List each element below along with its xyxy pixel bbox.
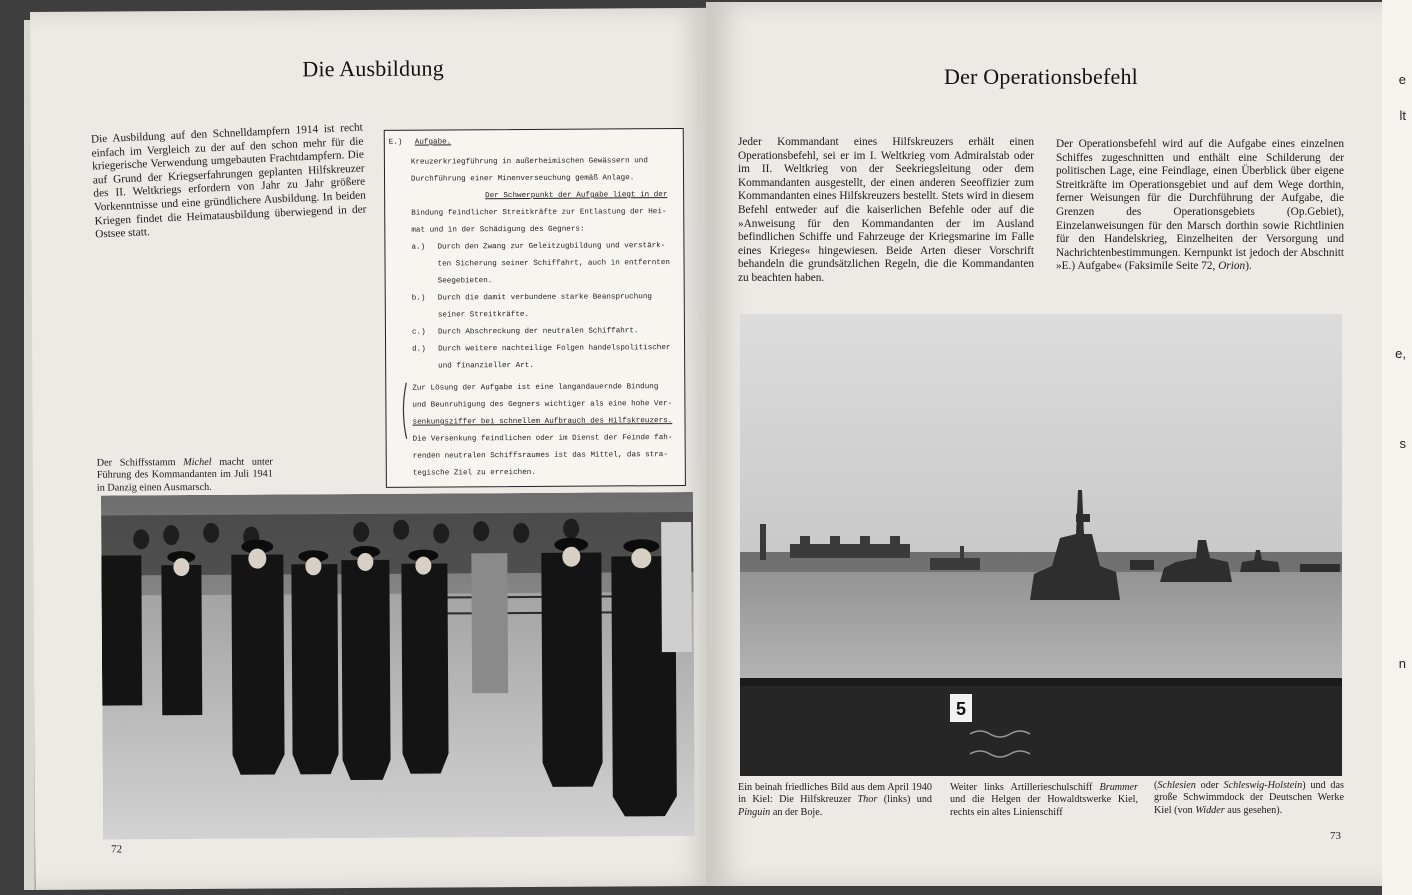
caption-text: ) und das große Schwimmdock der Deutschen Werke Kiel (von	[1154, 780, 1344, 816]
column2-text: ).	[1245, 260, 1252, 273]
right-page	[706, 2, 1388, 886]
left-body-text: Die Ausbildung auf den Schnelldampfern 1914 ist recht einfach im Vergleich zu der auf den schon mehr für die kriegerische Verwendung umgebauten Frachtdampfern. Die auf Grund der Kriegserfahrungen geplanten Hilfskreuzer des II. Weltkriegs erfordern von Jahr zu Jahr größere Vorkenntnisse und eine gründlichere Ausbildung. In beiden Kriegen findet die Heimatausbildung überwiegend in der Ostsee statt.	[90, 121, 367, 241]
caption-text: macht unter Führung des Kommandanten im Juli 1941 in Danzig einen Ausmarsch.	[96, 456, 273, 494]
doc-closing-line: Zur Lösung der Aufgabe ist eine langandauernde Bindung	[412, 383, 659, 393]
ship-name: Widder	[1195, 804, 1225, 816]
hull-number: 5	[955, 699, 967, 719]
caption-text: an der Boje.	[772, 806, 823, 818]
ship-name: Schlesien	[1157, 780, 1196, 791]
caption-text: (	[1154, 780, 1158, 791]
ship-name: Schleswig-Holstein	[1223, 780, 1303, 791]
fragment-text: n	[1398, 656, 1406, 671]
doc-closing-line: senkungsziffer bei schnellem Aufbrauch des Hilfskreuzers.	[412, 417, 673, 427]
caption-text: (links) und	[883, 794, 933, 806]
right-body-column-1: Jeder Kommandant eines Hilfskreuzers erhält einen Operationsbefehl, sei er im I. Weltkrieg vom Admiralstab oder im II. Weltkrieg von der Seekriegsleitung oder dem Kommandanten ausgestellt, der einen anderen Seeoffizier zum Kommandanten eines Hilfskreuzers bestellt. Stets wird in diesem Befehl entweder auf die kaiserlichen Befehle oder auf die »Anweisung für den Kommandanten der im Ausland befindlichen Schiffe und Fahrzeuge der Kriegsmarine im Falle eines Krieges« hingewiesen. Beide Arten dieser Vorschrift behandeln die grundsätzlichen Regeln, die die Kommandanten zu beachten haben.	[738, 136, 1034, 284]
ship-name: Orion	[1218, 260, 1246, 273]
right-page-title: Der Operationsbefehl	[944, 64, 1138, 89]
doc-item-marker: d.)	[412, 345, 426, 354]
marching-crew-photo	[101, 492, 695, 840]
doc-item-line: Durch die damit verbundene starke Beanspruchung	[437, 293, 652, 303]
fragment-text: s	[1399, 436, 1406, 451]
page-number: 72	[111, 843, 123, 856]
right-caption-1	[738, 782, 932, 819]
doc-closing-line: tegische Ziel zu erreichen.	[412, 468, 536, 478]
column2-text: Der Operationsbefehl wird auf die Aufgabe eines einzelnen Schiffes zugeschnitten und enthält eine Schilderung der politischen Lage, eine Feindlage, einen Überblick über eigene Streitkräfte im Operationsgebiet und auf dem Wege dorthin, ferner Weisungen für die Durchführung der Aufgabe, die Grenzen des Operationsgebiets (Op.Gebiet), Einzelanweisungen für den Marsch dorthin sowie Richtlinien für den Handelskrieg, Einzelheiten der Versorgung und Nachrichtenbestimmungen. Kernpunkt ist jedoch der Abschnitt »E.) Aufgabe« (Faksimile Seite 72,	[1056, 138, 1344, 273]
margin-bracket-mark	[398, 381, 408, 441]
doc-closing-line: Die Versenkung feindlichen oder im Dienst der Feinde fah-	[412, 434, 673, 444]
ship-name: Pinguin	[738, 806, 771, 818]
caption-text: Weiter links Artillerieschulschiff	[950, 782, 1093, 793]
ship-name: Thor	[857, 794, 878, 806]
right-body-column-2	[1056, 138, 1344, 274]
ship-name: Brummer	[1099, 782, 1138, 793]
caption-text: und die Helgen der Howaldtswerke Kiel, rechts ein altes Linienschiff	[950, 794, 1138, 818]
doc-closing-line: und Beunruhigung des Gegners wichtiger als eine hohe Ver-	[412, 400, 673, 410]
doc-heading: Aufgabe.	[414, 138, 452, 147]
fragment-text: lt	[1399, 108, 1406, 123]
doc-item-line: Durch Abschreckung der neutralen Schiffahrt.	[437, 327, 639, 337]
doc-item-line: Durch weitere nachteilige Folgen handelspolitischer	[438, 344, 671, 354]
doc-item-line: Seegebieten.	[437, 277, 493, 286]
doc-line: Bindung feindlicher Streitkräfte zur Entlastung der Hei-	[411, 208, 667, 218]
caption-text: aus gesehen).	[1227, 804, 1283, 816]
fragment-text: e	[1398, 72, 1406, 87]
doc-item-marker: b.)	[411, 294, 426, 303]
right-caption-2	[950, 782, 1138, 819]
doc-item-marker: a.)	[411, 243, 426, 252]
doc-line: Der Schwerpunkt der Aufgabe liegt in der	[485, 191, 668, 201]
doc-item-line: Durch den Zwang zur Geleitzugbildung und verstärk-	[437, 242, 666, 252]
doc-item-line: seiner Streitkräfte.	[437, 310, 530, 320]
fragment-text: e,	[1395, 346, 1406, 361]
left-page	[30, 8, 713, 890]
kiel-harbor-photo	[740, 314, 1342, 776]
adjacent-page-fragment	[1382, 0, 1412, 895]
operations-order-facsimile	[384, 128, 686, 488]
doc-line: mat und in der Schädigung des Gegners:	[411, 225, 585, 235]
ship-name: Michel	[183, 456, 212, 469]
left-photo-caption	[97, 457, 273, 495]
doc-line: Kreuzerkriegführung in außerheimischen Gewässern und	[410, 157, 648, 167]
doc-closing-line: renden neutralen Schiffsraumes ist das Mittel, das stra-	[412, 451, 668, 461]
doc-item-marker: c.)	[411, 328, 426, 337]
caption-text: oder	[1200, 780, 1219, 791]
doc-line: Durchführung einer Minenverseuchung gemäß Anlage.	[411, 174, 635, 184]
doc-item-line: und finanzieller Art.	[438, 361, 534, 371]
page-number: 73	[1330, 830, 1341, 842]
doc-heading-marker: E.)	[388, 138, 403, 147]
doc-item-line: ten Sicherung seiner Schiffahrt, auch in entfernten	[437, 259, 670, 269]
caption-text: Der Schiffsstamm	[96, 457, 176, 469]
caption-text: Ein beinah friedliches Bild aus dem April 1940 in Kiel: Die Hilfskreuzer	[738, 782, 932, 806]
left-page-title: Die Ausbildung	[302, 55, 444, 82]
right-caption-3	[1154, 780, 1344, 817]
